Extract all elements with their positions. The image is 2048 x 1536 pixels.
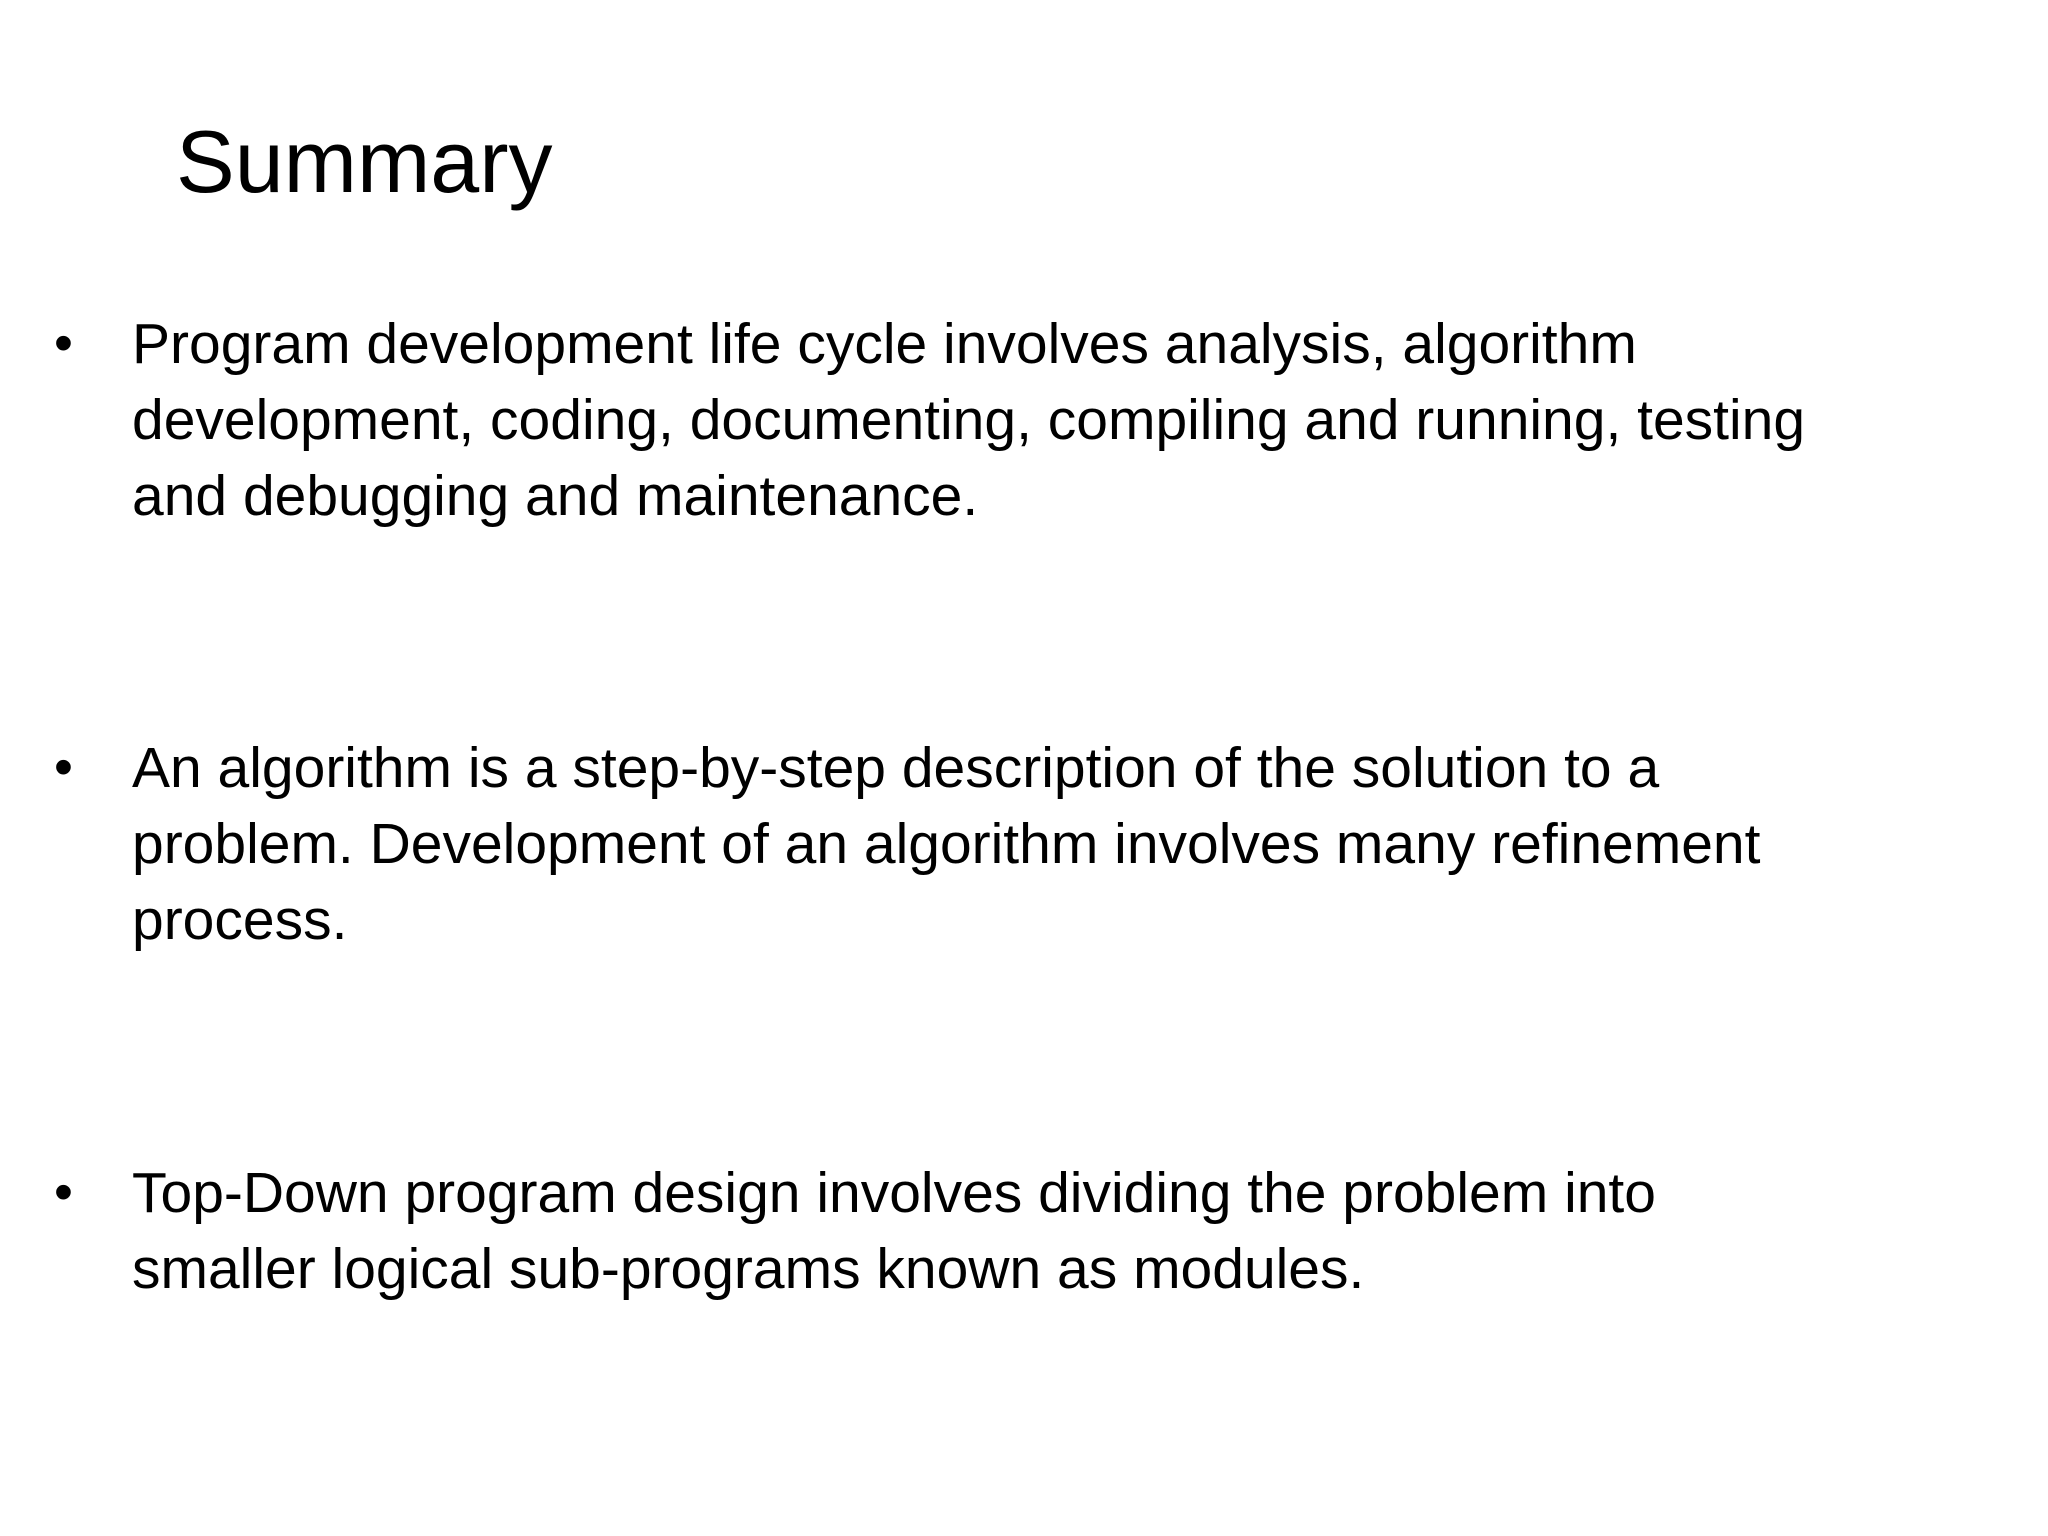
bullet-text: Program development life cycle involves analysis, algorithm development, coding, documenting, compiling and running, testing and debugging and maintenance.: [132, 312, 1806, 528]
bullet-dot-icon: •: [54, 313, 73, 373]
bullet-dot-icon: •: [54, 737, 73, 797]
bullet-text: An algorithm is a step-by-step description of the solution to a problem. Development of an algorithm involves many refinement process.: [132, 736, 1761, 952]
bullet-item-algorithm: [54, 730, 2014, 958]
slide-title: Summary: [176, 112, 553, 211]
bullet-text: Top-Down program design involves dividing the problem into smaller logical sub-programs known as modules.: [132, 1161, 1656, 1301]
bullet-item-life-cycle: [54, 306, 2014, 534]
bullet-dot-icon: •: [54, 1162, 73, 1222]
bullet-item-top-down-design: [54, 1155, 2014, 1307]
